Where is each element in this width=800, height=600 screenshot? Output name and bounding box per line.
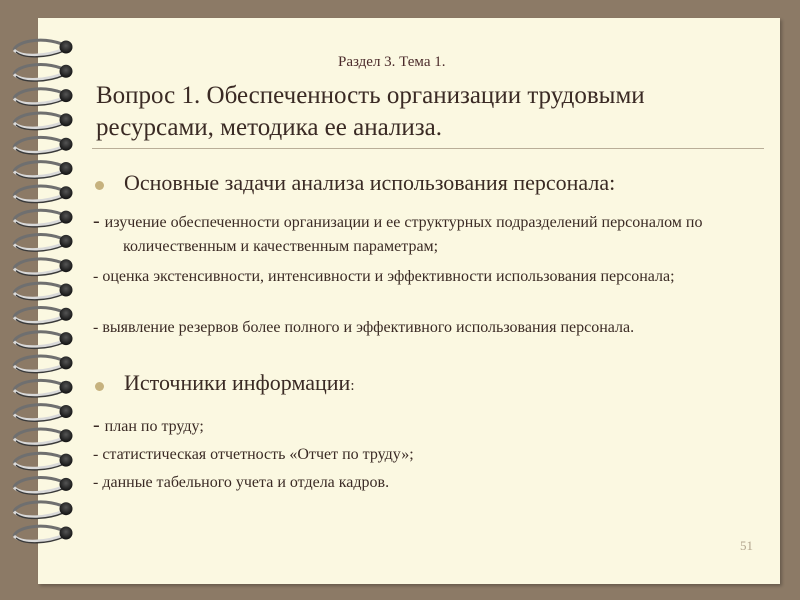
slide-title: Вопрос 1. Обеспеченность организации трудовыми ресурсами, методика ее анализа. (96, 82, 645, 141)
list-item-text: статистическая отчетность «Отчет по труду»; (102, 446, 414, 463)
heading-sources-colon: : (350, 378, 355, 394)
list-item-text: изучение обеспеченности организации и ее структурных подразделений персоналом по количественным и качественным параметрам; (104, 214, 703, 255)
list-item: - план по труду; (93, 414, 204, 436)
heading-sources-text: Источники информации (124, 370, 351, 395)
bullet-dot-icon (95, 181, 104, 190)
section-label: Раздел 3. Тема 1. (338, 54, 446, 70)
list-item: - изучение обеспеченности организации и ее структурных подразделений персоналом по количественным и качественным параметрам; (93, 210, 703, 255)
title-divider (92, 148, 764, 149)
list-item: - оценка экстенсивности, интенсивности и эффективности использования персонала; (93, 268, 675, 285)
heading-tasks: Основные задачи анализа использования персонала: (124, 170, 616, 195)
list-item-text: данные табельного учета и отдела кадров. (102, 474, 390, 491)
heading-sources (124, 370, 354, 396)
list-item: - выявление резервов более полного и эффективного использования персонала. (93, 319, 635, 336)
bullet-dot-icon (95, 382, 104, 391)
list-item-text: выявление резервов более полного и эффективного использования персонала. (102, 319, 635, 336)
list-item-text: план по труду; (104, 418, 204, 435)
list-item: - данные табельного учета и отдела кадров. (93, 474, 390, 491)
page-number: 51 (740, 538, 753, 553)
list-item-text: оценка экстенсивности, интенсивности и эффективности использования персонала; (102, 268, 675, 285)
list-item: - статистическая отчетность «Отчет по труду»; (93, 446, 414, 463)
